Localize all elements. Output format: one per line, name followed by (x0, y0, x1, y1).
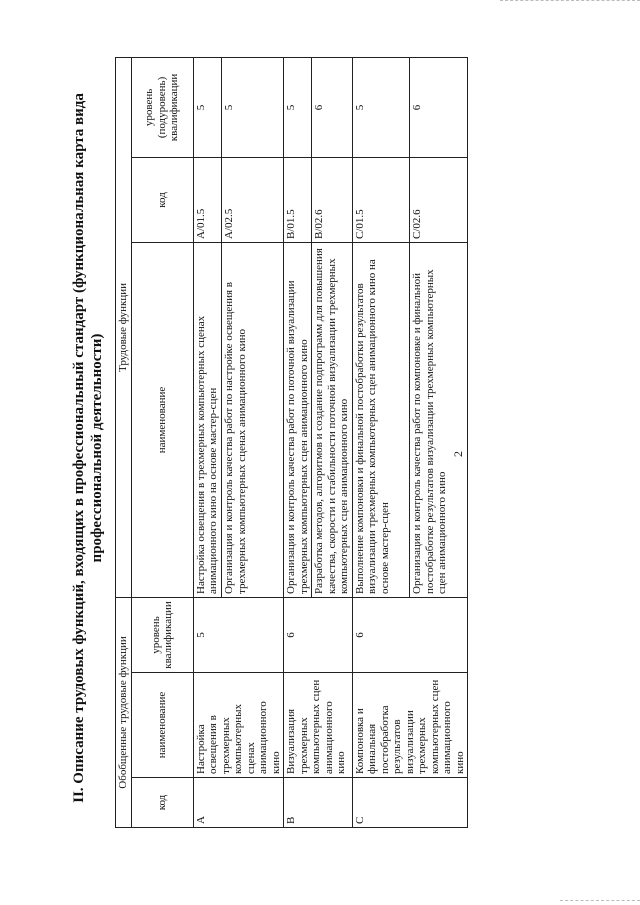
function-code: B/01.5 (284, 157, 312, 242)
header-name: наименование (131, 673, 193, 778)
function-level: 5 (193, 57, 222, 157)
header-labor-functions: Трудовые функции (116, 57, 132, 597)
function-name: Выполнение компоновки и финальной постобработки результатов визуализации трехмерных компьютерных сцен анимационного кино на основе мастер-сцен (352, 242, 410, 597)
group-name: Настройка освещения в трехмерных компьютерных сценах анимационного кино (193, 673, 284, 778)
group-level: 6 (284, 597, 353, 672)
section-title: II. Описание трудовых функций, входящих в профессиональный стандарт (функциональная карта вида профессиональной деятельности) (71, 93, 105, 803)
header-level: уровень квалификации (131, 597, 193, 672)
group-level: 6 (352, 597, 468, 672)
function-name: Организация и контроль качества работ по поточной визуализации трехмерных компьютерных сцен анимационного кино (284, 242, 312, 597)
header-function-name: наименование (131, 242, 193, 597)
functional-map-table (115, 57, 468, 828)
function-code: A/01.5 (193, 157, 222, 242)
group-code: A (193, 778, 284, 828)
function-level: 6 (312, 57, 353, 157)
function-name: Настройка освещения в трехмерных компьютерных сценах анимационного кино на основе мастер-сцен (193, 242, 222, 597)
table-row (352, 57, 410, 827)
function-code: C/02.6 (410, 157, 468, 242)
function-level: 6 (410, 57, 468, 157)
function-name: Разработка методов, алгоритмов и создание подпрограмм для повышения качества, скорости и стабильности поточной визуализации трехмерных компьютерных сцен анимационного кино (312, 242, 353, 597)
function-name: Организация и контроль качества работ по компоновке и финальной постобработке результатов визуализации трехмерных компьютерных сцен анимационного кино (410, 242, 468, 597)
function-level: 5 (352, 57, 410, 157)
function-name: Организация и контроль качества работ по настройке освещения в трехмерных компьютерных сценах анимационного кино (222, 242, 284, 597)
bottom-scan-edge (560, 900, 640, 902)
header-function-code: код (131, 157, 193, 242)
function-level: 5 (284, 57, 312, 157)
header-generalized-functions: Обобщенные трудовые функции (116, 597, 132, 827)
top-scan-edge (500, 0, 640, 2)
rotated-page (55, 48, 615, 848)
function-code: A/02.5 (222, 157, 284, 242)
group-code: B (284, 778, 353, 828)
function-code: C/01.5 (352, 157, 410, 242)
table-row (284, 57, 312, 827)
page-number: 2 (451, 451, 465, 457)
function-level: 5 (222, 57, 284, 157)
table-row (193, 57, 222, 827)
group-code: C (352, 778, 468, 828)
group-name: Визуализация трехмерных компьютерных сцен анимационного кино (284, 673, 353, 778)
header-code: код (131, 778, 193, 828)
function-code: B/02.6 (312, 157, 353, 242)
group-name: Компоновка и финальная постобработка результатов визуализации трехмерных компьютерных сцен анимационного кино (352, 673, 468, 778)
header-sublevel: уровень (подуровень) квалификации (131, 57, 193, 157)
group-level: 5 (193, 597, 284, 672)
